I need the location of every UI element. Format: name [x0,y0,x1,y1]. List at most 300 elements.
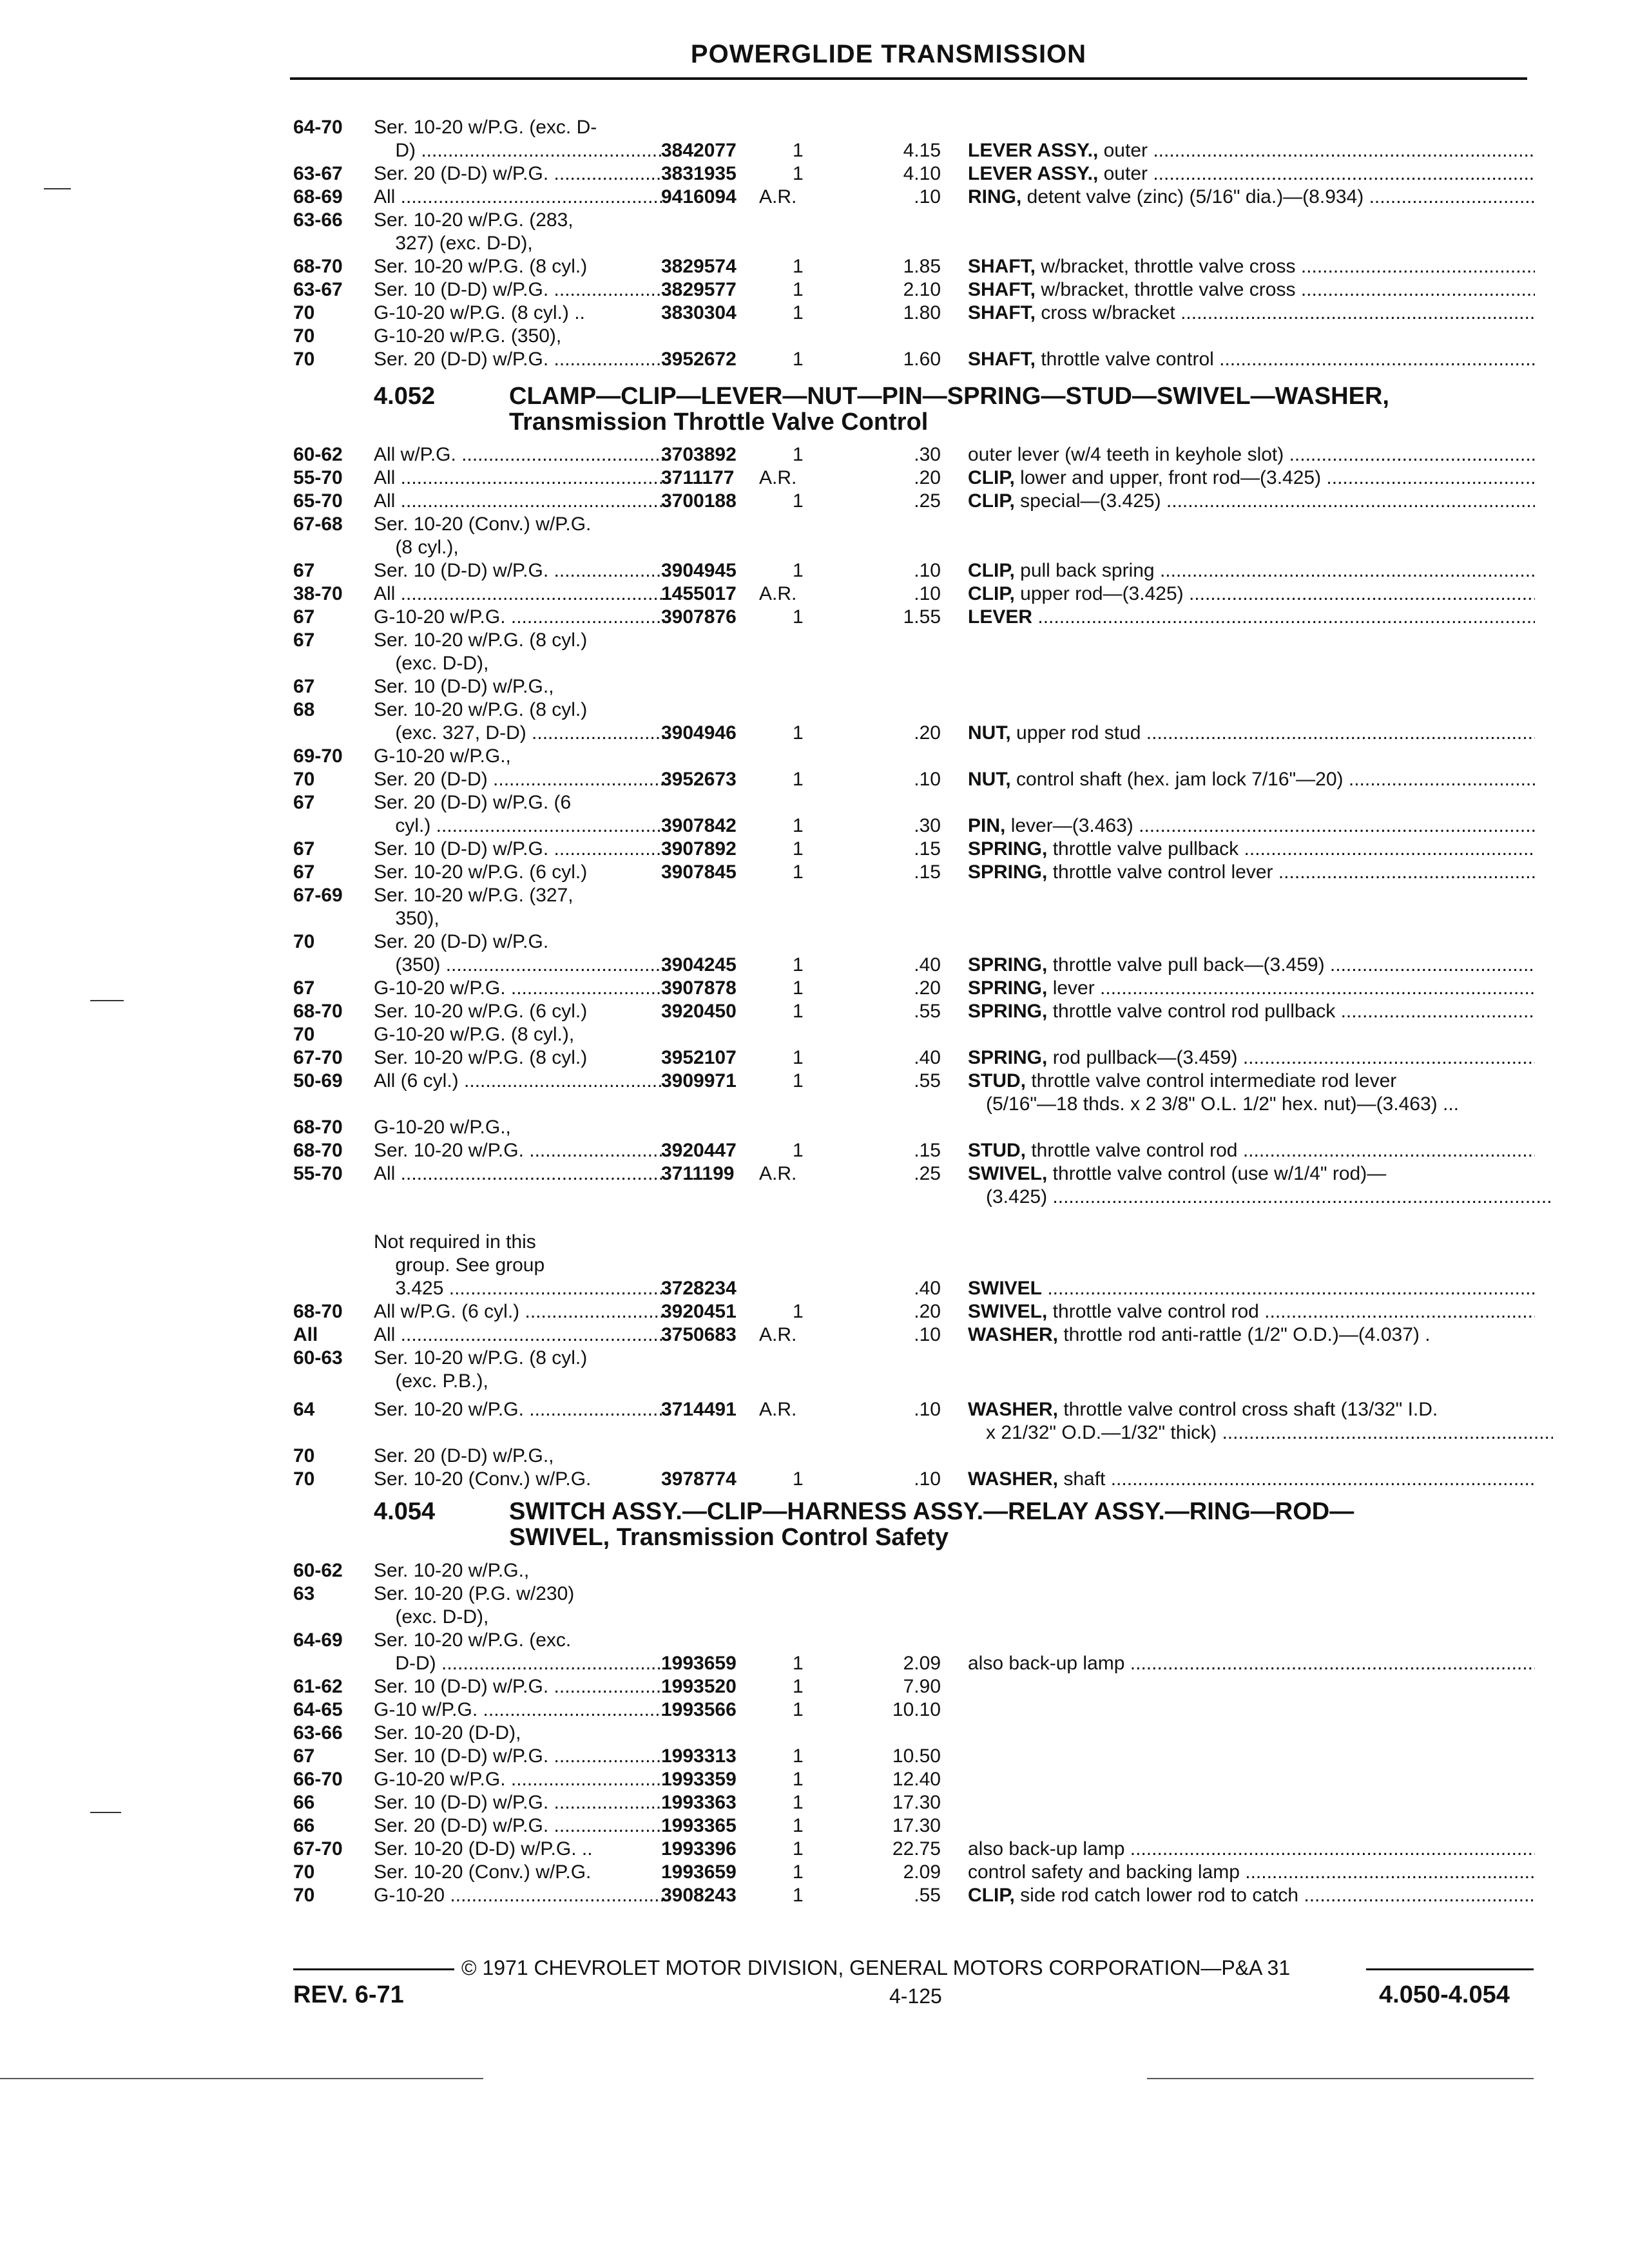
description-text: (3.425) [986,1186,1048,1207]
price: .10 [914,186,941,207]
price: 2.09 [903,1861,941,1883]
group-subtitle: SWIVEL, Transmission Control Safety [509,1524,949,1551]
model-application: G-10 w/P.G. ..... [374,1698,664,1722]
description-text: throttle valve control cross shaft (13/32" I.D. [1058,1399,1438,1420]
model-application: G-10-20 w/P.G. (8 cyl.), [374,1024,575,1045]
price: .20 [914,977,941,999]
part-number: 3952107 [661,1047,737,1068]
model-application: Ser. 10 (D-D) w/P.G. ..... [374,559,664,582]
quantity: 1 [793,606,804,628]
quantity: 1 [793,1792,804,1813]
model-application: Ser. 10-20 (Conv.) w/P.G. [374,514,592,535]
description-text: throttle valve control rod [1026,1140,1238,1161]
year-range: 70 [293,349,315,370]
year-range: 67-68 [293,514,343,535]
model-application: Ser. 10-20 w/P.G. (8 cyl.) [374,1347,588,1369]
price: .55 [914,1885,941,1906]
part-name: WASHER, [968,1468,1059,1490]
footer-page-number: 4-125 [889,1984,942,2008]
part-name: SPRING, [968,1001,1048,1022]
price: .10 [914,769,941,790]
part-number: 3978774 [661,1468,737,1490]
table-row [0,1814,1629,1838]
quantity: 1 [793,1047,804,1068]
quantity: 1 [793,163,804,184]
year-range: 69-70 [293,745,343,767]
part-name: SPRING, [968,838,1048,860]
price: .20 [914,722,941,744]
year-range: 50-69 [293,1070,343,1091]
year-range: 70 [293,1861,315,1883]
model-application: G-10-20 w/P.G., [374,745,511,767]
description-text: shaft [1058,1468,1106,1490]
part-number: 1993659 [661,1653,737,1674]
model-application: G-10-20 w/P.G. (8 cyl.) .. [374,302,585,323]
model-application: Ser. 10-20 w/P.G. ..... [374,1398,664,1421]
price: 1.60 [903,349,941,370]
description-text: also back-up lamp [968,1653,1125,1674]
part-name: CLIP, [968,467,1015,488]
part-number: 3700188 [661,490,737,512]
part-number: 1993566 [661,1699,737,1720]
price: 2.10 [903,279,941,300]
quantity: 1 [793,1699,804,1720]
year-range: 60-63 [293,1347,343,1369]
year-range: 70 [293,769,315,790]
quantity: 1 [793,140,804,161]
price: .10 [914,583,941,604]
description-text: cross w/bracket [1036,302,1175,323]
model-application: Ser. 20 (D-D) w/P.G. ..... [374,348,664,371]
part-name: LEVER ASSY., [968,140,1099,161]
model-application: Ser. 10-20 w/P.G. (6 cyl.) [374,861,588,883]
price: .10 [914,1399,941,1420]
model-application: Ser. 10-20 w/P.G. (8 cyl.) [374,1047,588,1068]
description-text: pull back spring [1014,560,1155,581]
quantity: 1 [793,861,804,883]
quantity: 1 [793,1885,804,1906]
year-range: 68-70 [293,1301,343,1322]
year-range: 70 [293,931,315,952]
model-application: Ser. 20 (D-D) w/P.G. [374,931,549,952]
year-range: 60-62 [293,1560,343,1581]
model-application: All ..... [374,186,664,209]
model-application: Ser. 10-20 w/P.G. (8 cyl.) [374,629,588,651]
model-application: Ser. 10 (D-D) w/P.G. ..... [374,1745,664,1768]
year-range: 70 [293,1024,315,1045]
model-application: G-10-20 w/P.G. ..... [374,1768,664,1791]
model-application: group. See group [374,1254,545,1276]
description [968,1861,1535,1884]
year-range: 63 [293,1583,315,1604]
model-application: All w/P.G. (6 cyl.) ..... [374,1300,664,1323]
price: .20 [914,467,941,488]
part-number: 3711199 [661,1163,735,1184]
year-range: 70 [293,1468,315,1490]
year-range: 67 [293,606,315,628]
footer-revision: REV. 6-71 [293,1981,404,2008]
quantity: 1 [793,444,804,465]
footer-rule [293,1968,454,1970]
quantity: 1 [793,256,804,277]
table-row [0,1559,1629,1582]
model-application: All w/P.G. ..... [374,443,664,466]
price: .20 [914,1301,941,1322]
year-range: 61-62 [293,1676,343,1697]
model-application: Ser. 10-20 w/P.G. (327, [374,885,574,906]
model-application: D) ..... [374,139,664,162]
quantity: 1 [793,815,804,836]
model-application: cyl.) ..... [374,814,664,838]
price: .25 [914,1163,941,1184]
model-application: All ..... [374,582,664,606]
part-name: LEVER [968,606,1033,628]
year-range: 67-70 [293,1047,343,1068]
description-text: control safety and backing lamp [968,1861,1240,1883]
price: .15 [914,838,941,860]
description-text: throttle valve control rod pullback [1047,1001,1336,1022]
part-name: CLIP, [968,490,1015,512]
part-name: CLIP, [968,560,1015,581]
model-application: (8 cyl.), [374,537,459,558]
year-range: 66 [293,1792,315,1813]
description [968,1838,1535,1861]
quantity: A.R. [759,1163,797,1184]
model-application: D-D) ..... [374,1652,664,1675]
year-range: 67-70 [293,1838,343,1860]
price: 4.10 [903,163,941,184]
description-text: special—(3.425) [1014,490,1161,512]
year-range: 55-70 [293,467,343,488]
year-range: 70 [293,1445,315,1466]
quantity: 1 [793,977,804,999]
description-text: side rod catch lower rod to catch [1014,1885,1299,1906]
part-number: 1993520 [661,1676,737,1697]
part-name: SWIVEL, [968,1163,1048,1184]
quantity: 1 [793,954,804,975]
model-application: (exc. P.B.), [374,1370,488,1392]
model-application: (exc. 327, D-D) ..... [374,722,664,745]
table-row [0,1606,1629,1629]
model-application: Ser. 20 (D-D) w/P.G. (6 [374,792,572,813]
year-range: 67-69 [293,885,343,906]
part-number: 3907842 [661,815,737,836]
part-number: 3908243 [661,1885,737,1906]
year-range: 67 [293,1745,315,1767]
model-application: All (6 cyl.) ..... [374,1070,664,1093]
model-application: Ser. 20 (D-D) w/P.G. ..... [374,1814,664,1838]
quantity: A.R. [759,583,797,604]
model-application: Ser. 10 (D-D) w/P.G. ..... [374,838,664,861]
part-name: STUD, [968,1070,1026,1091]
year-range: 70 [293,1885,315,1906]
model-application: Ser. 10-20 (Conv.) w/P.G. [374,1861,592,1883]
part-number: 3952672 [661,349,737,370]
part-name: NUT, [968,769,1011,790]
model-application: Ser. 10-20 w/P.G. (exc. D- [374,117,597,138]
description-text: throttle valve control [1036,349,1214,370]
price: .40 [914,954,941,975]
group-title: SWITCH ASSY.—CLIP—HARNESS ASSY.—RELAY ASSY.—RING—ROD— [509,1498,1354,1525]
year-range: 63-67 [293,163,343,184]
table-row [0,1838,1629,1861]
price: 22.75 [892,1838,941,1860]
price: .25 [914,490,941,512]
part-number: 3920450 [661,1001,737,1022]
part-name: SPRING, [968,977,1048,999]
model-application: Ser. 10-20 w/P.G. (283, [374,209,574,231]
part-number: 9416094 [661,186,737,207]
table-row [0,1582,1629,1606]
price: .10 [914,1468,941,1490]
part-name: SHAFT, [968,349,1036,370]
model-application: 350), [374,908,439,929]
part-name: CLIP, [968,583,1015,604]
year-range: 55-70 [293,1163,343,1184]
description-text: w/bracket, throttle valve cross [1036,256,1296,277]
year-range: 68-70 [293,1117,343,1138]
description [968,1884,1535,1907]
quantity: A.R. [759,186,797,207]
quantity: 1 [793,1815,804,1836]
model-application: All ..... [374,1323,664,1347]
price: 12.40 [892,1769,941,1790]
model-application: Ser. 10-20 w/P.G. (exc. [374,1629,572,1651]
part-number: 3904245 [661,954,737,975]
model-application: Ser. 10 (D-D) w/P.G. ..... [374,278,664,302]
group-number: 4.054 [374,1498,436,1525]
description-text: throttle valve control rod [1047,1301,1259,1322]
quantity: A.R. [759,1324,797,1345]
part-number: 3842077 [661,140,737,161]
part-number: 3920451 [661,1301,737,1322]
table-row [0,1884,1629,1907]
model-application: Ser. 10-20 w/P.G. ..... [374,1139,664,1162]
part-name: CLIP, [968,1885,1015,1906]
year-range: 67 [293,792,315,813]
year-range: 68-70 [293,1140,343,1161]
price: 1.80 [903,302,941,323]
part-name: STUD, [968,1140,1026,1161]
year-range: 60-62 [293,444,343,465]
part-number: 3711177 [661,467,735,488]
model-application: Not required in this [374,1231,536,1253]
quantity: 1 [793,1769,804,1790]
year-range: All [293,1324,318,1345]
model-application: 3.425 ..... [374,1277,664,1300]
year-range: 64 [293,1399,315,1420]
part-number: 3714491 [661,1399,737,1420]
year-range: 67 [293,629,315,651]
year-range: 70 [293,302,315,323]
year-range: 63-66 [293,209,343,231]
model-application: Ser. 20 (D-D) w/P.G., [374,1445,554,1466]
quantity: 1 [793,560,804,581]
model-application: G-10-20 w/P.G. ..... [374,606,664,629]
description-text: lever [1047,977,1095,999]
description-text: also back-up lamp [968,1838,1125,1860]
model-application: Ser. 20 (D-D) ..... [374,768,664,791]
part-name: WASHER, [968,1324,1059,1345]
group-title: CLAMP—CLIP—LEVER—NUT—PIN—SPRING—STUD—SWIVEL—WASHER, [509,383,1389,410]
part-name: PIN, [968,815,1006,836]
part-number: 3907892 [661,838,737,860]
quantity: 1 [793,1653,804,1674]
table-row [0,1675,1629,1698]
year-range: 66-70 [293,1769,343,1790]
part-number: 3904945 [661,560,737,581]
model-application: Ser. 10 (D-D) w/P.G. ..... [374,1791,664,1814]
model-application: Ser. 10 (D-D) w/P.G. ..... [374,1675,664,1698]
year-range: 64-70 [293,117,343,138]
model-application: Ser. 10-20 w/P.G. (6 cyl.) [374,1001,588,1022]
part-number: 1993359 [661,1769,737,1790]
quantity: 1 [793,1001,804,1022]
model-application: G-10-20 w/P.G., [374,1117,511,1138]
year-range: 63-66 [293,1722,343,1744]
part-number: 3829577 [661,279,737,300]
year-range: 68-70 [293,256,343,277]
group-subtitle: Transmission Throttle Valve Control [509,408,929,436]
quantity: 1 [793,279,804,300]
quantity: 1 [793,349,804,370]
description-text: throttle rod anti-rattle (1/2" O.D.)—(4.037) . [1058,1324,1431,1345]
part-name: LEVER ASSY., [968,163,1099,184]
part-number: 3703892 [661,444,737,465]
model-application: G-10-20 w/P.G. (350), [374,325,562,347]
description-text: throttle valve pullback [1047,838,1239,860]
description-text: x 21/32" O.D.—1/32" thick) [986,1422,1217,1443]
description-text: lower and upper, front rod—(3.425) [1014,467,1322,488]
quantity: 1 [793,1676,804,1697]
part-number: 3907845 [661,861,737,883]
model-application: Ser. 10-20 w/P.G., [374,1560,530,1581]
quantity: 1 [793,302,804,323]
table-row [0,1768,1629,1791]
price: .10 [914,560,941,581]
part-name: WASHER, [968,1399,1059,1420]
quantity: 1 [793,490,804,512]
part-number: 1993396 [661,1838,737,1860]
year-range: 67 [293,838,315,860]
part-number: 1455017 [661,583,737,604]
quantity: 1 [793,838,804,860]
model-application: All ..... [374,1162,664,1186]
part-number: 3907876 [661,606,737,628]
year-range: 64-65 [293,1699,343,1720]
price: 2.09 [903,1653,941,1674]
part-name: NUT, [968,722,1011,744]
part-name: SPRING, [968,861,1048,883]
model-application: Ser. 10-20 w/P.G. (8 cyl.) [374,699,588,720]
model-application: (exc. D-D), [374,1606,489,1628]
part-name: SHAFT, [968,256,1036,277]
price: .30 [914,815,941,836]
price: 10.50 [892,1745,941,1767]
year-range: 67 [293,676,315,697]
price: 4.15 [903,140,941,161]
year-range: 66 [293,1815,315,1836]
part-number: 1993659 [661,1861,737,1883]
model-application: (350) ..... [374,954,664,977]
part-number: 3750683 [661,1324,737,1345]
group-number: 4.052 [374,383,436,410]
part-name: SWIVEL, [968,1301,1048,1322]
price: .55 [914,1001,941,1022]
price: .40 [914,1047,941,1068]
price: .15 [914,861,941,883]
part-name: RING, [968,186,1022,207]
table-row [0,1629,1629,1652]
part-number: 3907878 [661,977,737,999]
table-row [0,1791,1629,1814]
description-text: (5/16"—18 thds. x 2 3/8" O.L. 1/2" hex. nut)—(3.463) ... [986,1093,1459,1115]
part-number: 1993363 [661,1792,737,1813]
part-number: 1993313 [661,1745,737,1767]
model-application: Ser. 10-20 (D-D) w/P.G. .. [374,1838,593,1860]
part-number: 3909971 [661,1070,737,1091]
price: 1.55 [903,606,941,628]
quantity: 1 [793,1070,804,1091]
part-number: 1993365 [661,1815,737,1836]
part-number: 3904946 [661,722,737,744]
quantity: 1 [793,1745,804,1767]
description-text: lever—(3.463) [1005,815,1133,836]
table-row [0,1652,1629,1675]
year-range: 70 [293,325,315,347]
part-number: 3830304 [661,302,737,323]
model-application: 327) (exc. D-D), [374,233,533,254]
year-range: 64-69 [293,1629,343,1651]
bottom-rule [0,2078,483,2079]
description [968,1652,1535,1675]
price: 10.10 [892,1699,941,1720]
table-row [0,1861,1629,1884]
page-title: POWERGLIDE TRANSMISSION [690,40,1087,68]
description-text: upper rod—(3.425) [1014,583,1184,604]
price: 1.85 [903,256,941,277]
description-text: throttle valve control lever [1047,861,1273,883]
description-text: throttle valve control (use w/1/4" rod)— [1047,1163,1387,1184]
description-text: throttle valve control intermediate rod lever [1026,1070,1397,1091]
price: 17.30 [892,1815,941,1836]
quantity: 1 [793,1468,804,1490]
quantity: 1 [793,1140,804,1161]
model-application: Ser. 10-20 (D-D), [374,1722,521,1744]
year-range: 38-70 [293,583,343,604]
model-application: Ser. 20 (D-D) w/P.G. ..... [374,162,664,186]
part-name: SHAFT, [968,279,1036,300]
description-text: throttle valve pull back—(3.459) [1047,954,1325,975]
description-text: outer [1098,163,1148,184]
model-application: Ser. 10 (D-D) w/P.G., [374,676,554,697]
table-row [0,1698,1629,1722]
bottom-rule [1147,2078,1534,2079]
price: .40 [914,1278,941,1299]
price: 7.90 [903,1676,941,1697]
quantity: 1 [793,769,804,790]
year-range: 67 [293,560,315,581]
year-range: 68-70 [293,1001,343,1022]
description-text: detent valve (zinc) (5/16" dia.)—(8.934) [1021,186,1364,207]
model-application: All ..... [374,466,664,490]
part-name: SPRING, [968,954,1048,975]
year-range: 67 [293,977,315,999]
description-text: outer [1098,140,1148,161]
year-range: 67 [293,861,315,883]
price: .30 [914,444,941,465]
part-number: 3829574 [661,256,737,277]
